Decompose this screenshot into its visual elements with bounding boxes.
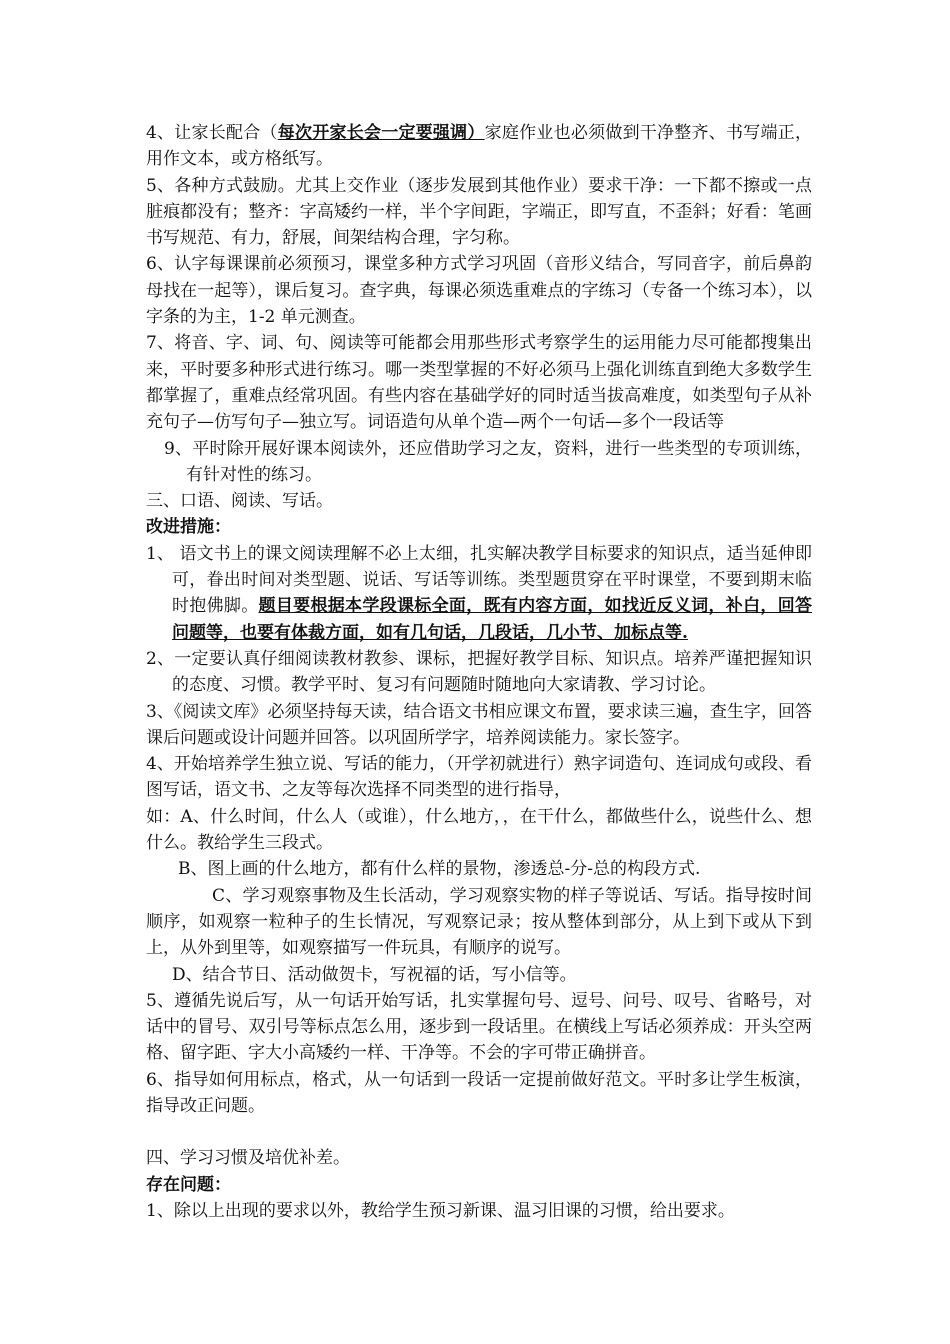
improvement-item-4: 4、开始培养学生独立说、写话的能力，（开学初就进行）熟字词造句、连词成句或段、看图写话，语文书、之友等每次选择不同类型的进行指导，: [146, 754, 812, 801]
paragraph-5: 5、各种方式鼓励。尤其上交作业（逐步发展到其他作业）要求干净：一下都不擦或一点脏痕都没有；整齐：字高矮约一样，半个字间距，字端正，即写直，不歪斜；好看：笔画书写规范、有力，舒展，间架结构合理，字匀称。: [146, 175, 812, 249]
paragraph-4: 4、让家长配合（每次开家长会一定要强调）家庭作业也必须做到干净整齐、书写端正，用作文本，或方格纸写。: [146, 123, 812, 170]
improvement-item-5: 5、遵循先说后写，从一句话开始写话，扎实掌握句号、逗号、问号、叹号、省略号，对话中的冒号、双引号等标点怎么用，逐步到一段话里。在横线上写话必须养成：开头空两格、留字距、字大小高矮约一样、干净等。不会的字可带正确拼音。: [146, 990, 812, 1064]
section-heading-4: 四、学习习惯及培优补差。: [146, 1148, 350, 1169]
problems-heading: 存在问题：: [146, 1174, 231, 1195]
improvement-item-1: 1、 语文书上的课文阅读理解不必上太细，扎实解决教学目标要求的知识点，适当延伸即可，眷出时间对类型题、说话、写话等训练。类型题贯穿在平时课堂，不要到期末临时抱佛脚。题目要根据本学段课标全面，既有内容方面，如找近反义词，补白，回答问题等，也要有体裁方面，如有几句话，几段话，几小节、加标点等.: [146, 543, 813, 643]
improvement-item-6: 6、指导如何用标点，格式，从一句话到一段话一定提前做好范文。平时多让学生板演，指导改正问题。: [146, 1069, 812, 1116]
section-heading-3: 三、口语、阅读、写话。: [146, 491, 333, 512]
improvement-item-4-a: 如：A、什么时间，什么人（或谁），什么地方，，在干什么，都做些什么，说些什么、想什么。教给学生三段式。: [146, 806, 812, 854]
paragraph-9: 9、平时除开展好课本阅读外，还应借助学习之友，资料，进行一些类型的专项训练，有针对性的练习。: [164, 438, 812, 485]
improvement-heading: 改进措施：: [146, 517, 231, 538]
blank-line: [146, 1119, 812, 1145]
paragraph-6: 6、认字每课课前必须预习，课堂多种方式学习巩固（音形义结合，写同音字，前后鼻韵母找在一起等），课后复习。查字典，每课必须选重难点的字练习（专备一个练习本），以字条的为主，1-2 单元测查。: [146, 254, 812, 328]
paragraph-7: 7、将音、字、词、句、阅读等可能都会用那些形式考察学生的运用能力尽可能都搜集出来，平时要多种形式进行练习。哪一类型掌握的不好必须马上强化训练直到绝大多数学生都掌握了，重难点经常巩固。有些内容在基础学好的同时适当拔高难度，如类型句子从补充句子—仿写句子—独立写。词语造句从单个造—两个一句话—多个一段话等: [146, 333, 812, 433]
improvement-item-2: 2、一定要认真仔细阅读教材教参、课标，把握好教学目标、知识点。培养严谨把握知识的态度、习惯。教学平时、复习有问题随时随地向大家请教、学习讨论。: [146, 648, 812, 696]
problem-item-1: 1、除以上出现的要求以外，教给学生预习新课、温习旧课的习惯，给出要求。: [146, 1200, 735, 1221]
emphasis-underline: 每次开家长会一定要强调）: [277, 123, 485, 143]
emphasis-underline: 题目要根据本学段课标全面，既有内容方面，如找近反义词，补白，回答问题等，也要有体裁方面，如有几句话，几段话，几小节、加标点等.: [172, 596, 813, 643]
improvement-item-4-d: D、结合节日、活动做贺卡，写祝福的话，写小信等。: [172, 964, 577, 985]
improvement-item-3: 3、《阅读文库》必须坚持每天读，结合语文书相应课文布置，要求读三遍，查生字，回答课后问题或设计问题并回答。以巩固所学字，培养阅读能力。家长签字。: [146, 701, 812, 748]
improvement-item-4-b: B、图上画的什么地方，都有什么样的景物，渗透总-分-总的构段方式.: [178, 859, 701, 880]
improvement-item-4-c: C、学习观察事物及生长活动，学习观察实物的样子等说话、写话。指导按时间顺序，如观察一粒种子的生长情况，写观察记录；按从整体到部分，从上到下或从下到上，从外到里等，如观察描写一件玩具，有顺序的说写。: [146, 885, 812, 959]
